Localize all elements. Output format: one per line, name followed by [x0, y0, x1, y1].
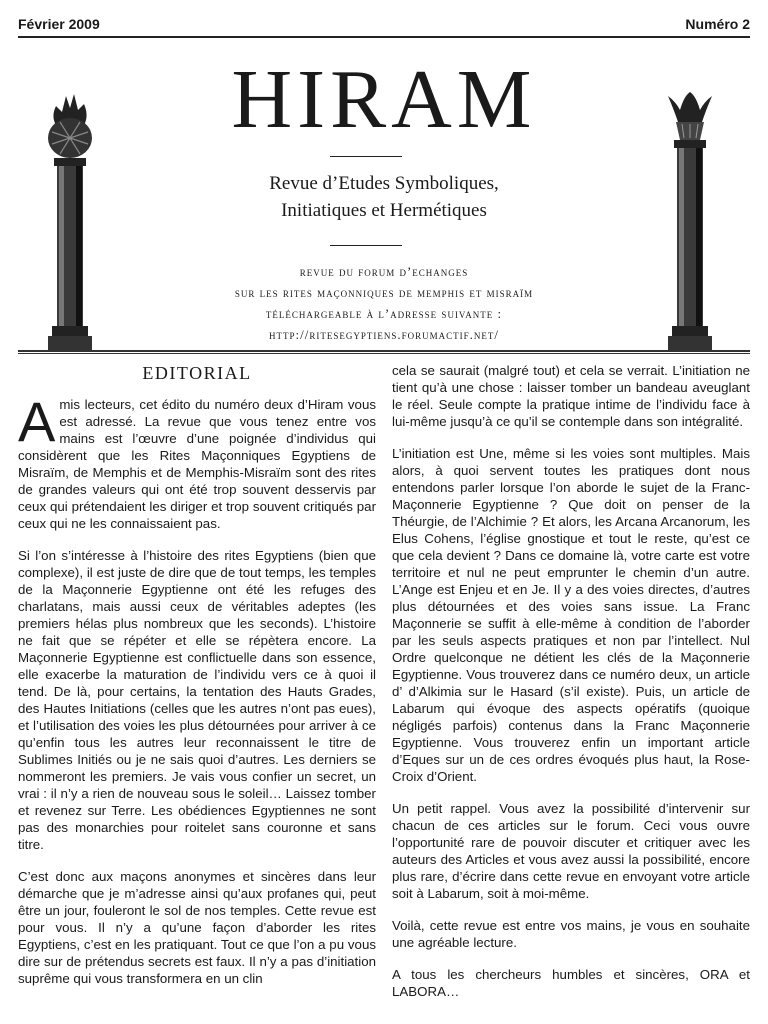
editorial-paragraph: C’est donc aux maçons anonymes et sincères dans leur démarche que je m’adresse ainsi qu’aux profanes qui, peut être un jour, fouleront le sol de nos temples. Cette revue est pour vous. Il n’y a qu’une façon d’aborder les rites Egyptiens, c’est en les pratiquant. Tout ce que l’on a pu vous dire sur de prétendus secrets est faux. Il n’y a pas d’initiation suprême qui vous transformera en un clin [18, 869, 376, 986]
editorial-paragraph: cela se saurait (malgré tout) et cela se verrait. L’initiation ne tient qu’à une chose : laisser tomber un bandeau aveuglant le réel. Seule compte la pratique intime de l’individu face à lui-même jusqu’à ce qu’il se contemple dans son intégralité. [392, 363, 750, 429]
forum-info [0, 261, 768, 345]
title-rule-top [330, 156, 402, 157]
title-rule-bottom [330, 245, 402, 246]
masthead-divider [18, 350, 750, 354]
issue-date: Février 2009 [18, 16, 100, 32]
forum-url[interactable]: http://ritesegyptiens.forumactif.net/ [269, 327, 499, 342]
masthead [0, 38, 768, 352]
subtitle-line: Revue d’Etudes Symboliques, [269, 173, 499, 194]
forum-line: revue du forum d’echanges [299, 264, 469, 279]
editorial-paragraph [18, 390, 376, 532]
editorial-column-left [18, 362, 376, 1002]
magazine-subtitle [0, 170, 768, 224]
forum-line: téléchargeable à l’adresse suivante : [265, 306, 503, 321]
editorial-heading: EDITORIAL [142, 363, 252, 383]
magazine-title: HIRAM [231, 53, 537, 146]
paragraph-text: mis lecteurs, cet édito du numéro deux d’Hiram vous est adressé. La revue que vous tenez entre vos mains est l’œuvre d’une poignée d’individus qui considèrent que les Rites Maçonniques Egyptiens de Misraïm, de Memphis et de Memphis-Misraïm sont des rites de grandes valeurs qui ont été trop souvent desservis par ceux qui prétendaient les diriger et trop souvent critiqués par ceux qui ne les connaissaient pas. [18, 397, 376, 531]
right-pillar-icon [660, 88, 720, 358]
editorial-paragraph: A tous les chercheurs humbles et sincères, ORA et LABORA… [392, 967, 750, 999]
issue-number: Numéro 2 [685, 16, 750, 32]
editorial-paragraph: Si l’on s’intéresse à l’histoire des rites Egyptiens (bien que complexe), il est juste de dire que de tout temps, les temples de la Maçonnerie Egyptienne ont été les refuges des charlatans, mais aussi ceux de véritables adeptes (les premiers hélas plus nombreux que les seconds). L’histoire ne fait que se répéter et elle se répètera encore. La Maçonnerie Egyptienne est conflictuelle dans son essence, elle exacerbe la maturation de l’individu vers ce à quoi il tend. De là, pour certains, la tentation des Hauts Grades, des Hautes Initiations (celles que les autres n’ont pas eues), et l’utilisation des voies les plus détournées pour arriver à ce qu’enfin tous les autres leur reconnaissent le titre de Sublimes Initiés ou je ne sais quoi d’autres. Les derniers se nommeront les premiers. Je vais vous confier un secret, un vrai : il n’y a rien de nouveau sous le soleil… Laissez tomber et revenez sur Terre. Les obédiences Egyptiennes ne sont pas des monarchies pour roitelet sans couronne et sans titre. [18, 548, 376, 852]
issue-header [18, 14, 750, 38]
editorial-paragraph: L’initiation est Une, même si les voies sont multiples. Mais alors, à quoi servent toutes les pratiques dont nous entendons parler lorsque l’on aborde le sujet de la Franc-Maçonnerie Egyptienne ? Que doit on penser de la Théurgie, de l’Alchimie ? Et alors, les Arcana Arcanorum, les Elus Cohens, l’église gnostique et tout le reste, qu’est ce que cela devient ? Dans ce domaine là, votre carte est votre territoire et nul ne peut emprunter le chemin d’un autre. L’Ange est Enjeu et en Je. Il y a des voies directes, d’autres plus détournées et des voies sans issue. La Franc Maçonnerie se suffit à elle-même à condition de l’aborder par les seuls aspects pratiques et non par l’intellect. Nul Ordre quelconque ne détient les clés de la Maçonnerie Egyptienne. Vous trouverez dans ce numéro deux, un article d’ d’Alkimia sur le Hasard (s’il existe). Puis, un article de Labarum qui évoque des aspects opératifs (quoique négligés parfois) contenus dans la Franc Maçonnerie Egyptienne. Vous trouverez enfin un important article d’Eques sur un de ces ordres évoqués plus haut, la Rose-Croix d’Orient. [392, 446, 750, 784]
drop-cap: A [18, 390, 56, 453]
editorial-column-right [392, 362, 750, 1015]
subtitle-line: Initiatiques et Hermétiques [281, 200, 487, 221]
editorial-paragraph: Voilà, cette revue est entre vos mains, je vous en souhaite une agréable lecture. [392, 918, 750, 950]
editorial-paragraph: Un petit rappel. Vous avez la possibilité d’intervenir sur chacun de ces articles sur le forum. Ceci vous ouvre l’opportunité rare de pouvoir discuter et critiquer avec les auteurs des Articles et vous avez aussi la possibilité, encore plus rare, d’écrire dans cette revue en envoyant votre article soit à Labarum, soit à moi-même. [392, 801, 750, 901]
forum-line: sur les rites maçonniques de memphis et misraïm [234, 285, 534, 300]
